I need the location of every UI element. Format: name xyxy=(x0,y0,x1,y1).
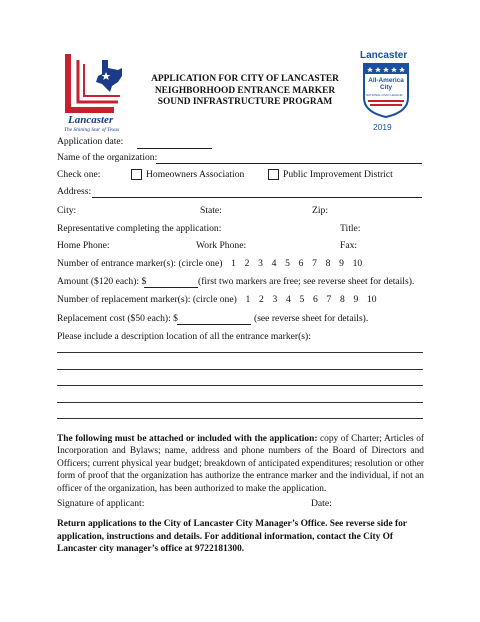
return-instructions: Return applications to the City of Lancaster City Manager’s Office. See reverse side for application, instructions and details. For additional information, contact the City Of Lancaster city manager’s office at 9722181300. xyxy=(57,519,407,555)
description-line[interactable] xyxy=(57,385,423,386)
right-logo-sub: NATIONAL CIVIC LEAGUE xyxy=(366,93,403,97)
zip-label: Zip: xyxy=(312,205,328,216)
org-name-label: Name of the organization: xyxy=(57,152,158,163)
work-phone-label: Work Phone: xyxy=(196,240,247,251)
replacement-number[interactable]: 4 xyxy=(286,294,291,305)
entrance-number[interactable]: 10 xyxy=(352,258,363,269)
replacement-number[interactable]: 7 xyxy=(326,294,332,305)
replacement-number[interactable]: 3 xyxy=(272,294,278,305)
entrance-number[interactable]: 8 xyxy=(325,258,331,269)
hoa-label: Homeowners Association xyxy=(146,169,245,180)
replacement-number[interactable]: 8 xyxy=(340,294,345,305)
entrance-number[interactable]: 4 xyxy=(271,258,277,269)
replacement-number[interactable]: 2 xyxy=(259,294,264,305)
entrance-number[interactable]: 6 xyxy=(298,258,304,269)
org-name-line[interactable] xyxy=(156,163,422,164)
entrance-number[interactable]: 5 xyxy=(285,258,290,269)
replacement-number[interactable]: 9 xyxy=(353,294,359,305)
replacement-number[interactable]: 5 xyxy=(299,294,305,305)
right-logo-award: All-America City xyxy=(368,77,404,91)
right-logo-name: Lancaster xyxy=(360,50,408,61)
form-title xyxy=(140,74,350,109)
replacement-line[interactable] xyxy=(177,324,251,325)
attachment-heading: The following must be attached or included with the application: xyxy=(57,434,318,444)
replacement-number[interactable]: 1 xyxy=(245,294,251,305)
check-one-label: Check one: xyxy=(57,169,101,180)
pid-label: Public Improvement District xyxy=(283,169,393,180)
amount-note: (first two markers are free; see reverse sheet for details). xyxy=(198,276,415,287)
address-label: Address: xyxy=(57,186,92,197)
entrance-number[interactable]: 3 xyxy=(258,258,263,269)
title-label: Title: xyxy=(340,223,361,234)
replacement-markers-row xyxy=(57,294,377,305)
city-label: City: xyxy=(57,205,77,216)
description-line[interactable] xyxy=(57,369,423,370)
left-logo-name: Lancaster xyxy=(68,114,114,126)
application-date-line[interactable] xyxy=(137,148,212,149)
right-logo-year: 2019 xyxy=(373,122,392,132)
pid-checkbox[interactable] xyxy=(268,169,279,180)
all-america-city-logo xyxy=(358,50,414,134)
attachment-text: copy of Charter; Articles of Incorporation and Bylaws; name, address and phone numbers of the Board of Directors and Officers; current physical year budget; breakdown of anticipated expenditures; resolution or other form of proof that the organization has authorize the entrance marker and the individual, if not an officer of the organization, has been authorized to make the application. xyxy=(57,434,424,494)
replacement-prefix: Replacement cost ($50 each): $ xyxy=(57,313,178,324)
attachment-requirements xyxy=(57,433,424,495)
lancaster-logo-left xyxy=(58,50,132,134)
replacement-number[interactable]: 6 xyxy=(313,294,318,305)
hoa-checkbox[interactable] xyxy=(131,169,142,180)
application-date-label: Application date: xyxy=(57,136,124,147)
replacement-markers-label: Number of replacement marker(s): (circle one) xyxy=(57,294,237,305)
signature-label: Signature of applicant: xyxy=(57,498,145,509)
entrance-number[interactable]: 9 xyxy=(339,258,344,269)
description-line[interactable] xyxy=(57,352,423,353)
representative-label: Representative completing the application: xyxy=(57,223,222,234)
lancaster-ll-icon xyxy=(58,50,132,118)
date-label: Date: xyxy=(311,498,332,509)
amount-line[interactable] xyxy=(144,287,198,288)
address-line[interactable] xyxy=(92,197,422,198)
left-logo-tagline: The Shining Star of Texas xyxy=(64,127,120,133)
title-line-2: NEIGHBORHOOD ENTRANCE MARKER xyxy=(154,85,336,96)
description-label: Please include a description location of all the entrance marker(s): xyxy=(57,331,311,342)
entrance-number[interactable]: 2 xyxy=(244,258,250,269)
amount-prefix: Amount ($120 each): $ xyxy=(57,276,147,287)
replacement-note: (see reverse sheet for details). xyxy=(254,313,369,324)
entrance-number[interactable]: 7 xyxy=(312,258,317,269)
fax-label: Fax: xyxy=(340,240,358,251)
title-line-3: SOUND INFRASTRUCTURE PROGRAM xyxy=(157,97,333,107)
state-label: State: xyxy=(200,205,222,216)
description-line[interactable] xyxy=(57,418,423,419)
replacement-number[interactable]: 10 xyxy=(367,294,377,305)
description-line[interactable] xyxy=(57,402,423,403)
home-phone-label: Home Phone: xyxy=(57,240,110,251)
entrance-markers-row xyxy=(57,258,362,269)
title-line-1: APPLICATION FOR CITY OF LANCASTER xyxy=(151,74,339,84)
entrance-markers-label: Number of entrance marker(s): (circle one) xyxy=(57,258,223,269)
entrance-number[interactable]: 1 xyxy=(231,258,236,269)
